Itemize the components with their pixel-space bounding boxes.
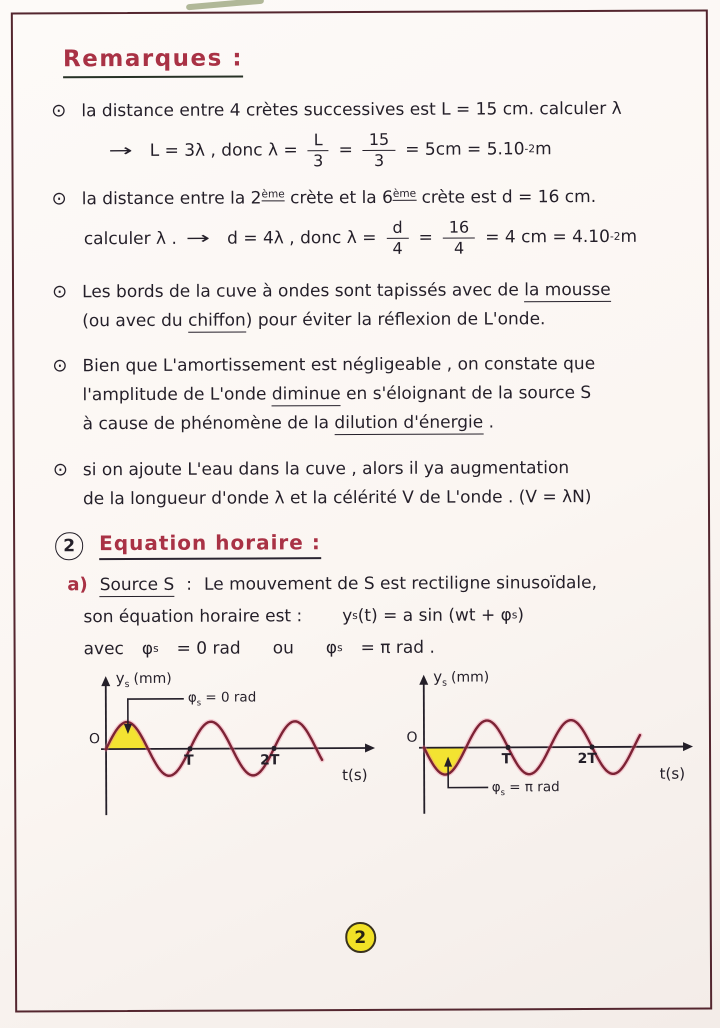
green-pen-mark [186, 0, 264, 10]
bullet-icon: ⊙ [52, 458, 68, 481]
y-axis-label [433, 668, 489, 689]
phase-value: = 0 rad [176, 638, 241, 660]
remark-tank-edges-foam [52, 276, 687, 334]
sine-wave-plot [387, 667, 712, 830]
wave-equation [342, 606, 524, 627]
bullet-icon: ⊙ [51, 100, 67, 122]
graph-phase-zero [70, 668, 372, 831]
equation-line [83, 605, 688, 628]
equation-intro: son équation horaire est : [83, 606, 303, 628]
page-number [345, 922, 376, 953]
x-axis-label: t(s) [659, 764, 686, 784]
arrow-icon: → [108, 141, 133, 162]
annotation-value: = 0 rad [205, 689, 257, 707]
fraction-numerator: 16 [443, 219, 475, 239]
phi-glyph: φ [491, 779, 501, 796]
axis-label-text: y [115, 669, 125, 688]
axis-label-text: y [433, 668, 443, 687]
subscript: s [337, 642, 343, 655]
equation-text: y [342, 606, 353, 627]
remark-line [52, 184, 687, 213]
phase-annotation [188, 690, 257, 708]
equals-sign: = [338, 140, 353, 161]
remark-text: . [483, 412, 495, 433]
phi-glyph: φ [141, 639, 154, 660]
exponent: -2 [609, 231, 621, 244]
remark-add-water [53, 454, 688, 512]
formula-text: d = 4λ , donc λ = [227, 228, 377, 250]
item-text: Le mouvement de S est rectiligne sinusoïdale, [203, 573, 598, 596]
underlined-term: la mousse [524, 279, 611, 300]
remark-text: ) pour éviter la réflexion de L'onde. [245, 308, 546, 331]
underlined-term: diminue [271, 384, 341, 405]
phase-annotation [492, 780, 560, 798]
remark-line [82, 306, 687, 333]
annotation-value: = π rad [509, 779, 560, 796]
remark-distance-2nd-6th-crest [52, 184, 687, 259]
fraction [443, 219, 476, 257]
tick-label-2T: 2T [260, 752, 280, 769]
underlined-term: dilution d'énergie [334, 412, 484, 434]
item-a-heading [67, 572, 688, 598]
remark-line [82, 381, 687, 408]
unit: m [620, 227, 638, 248]
bullet-icon: ⊙ [52, 355, 68, 377]
fraction [386, 219, 408, 257]
result-text: = 4 cm = 4.10 [485, 227, 610, 248]
remark-amplitude-decrease [52, 351, 687, 437]
remark-text: crète est d = 16 cm. [416, 187, 597, 209]
page-title: Remarques : [63, 46, 243, 79]
origin-label: O [88, 731, 101, 748]
fraction-denominator: 3 [313, 150, 324, 170]
section-equation-horaire [55, 529, 688, 561]
arrow-icon: → [185, 229, 211, 250]
axis-unit: (mm) [133, 671, 172, 688]
fraction-numerator: d [386, 219, 408, 239]
remark-text: crète et la 6 [284, 188, 393, 209]
phase-values-line [84, 637, 689, 660]
phi-glyph: φ [325, 638, 338, 659]
tick-label-T: T [184, 753, 194, 770]
item-a-source-s [53, 572, 688, 660]
remark-text: de la longueur d'onde λ et la célérité V de L'onde . (V = λN) [82, 486, 592, 509]
result-text: = 5cm = 5.10 [405, 139, 525, 160]
subscript: s [442, 678, 448, 690]
phase-symbol [142, 639, 159, 659]
remark-line [52, 276, 687, 305]
formula-line [84, 218, 687, 259]
remark-line [83, 410, 688, 437]
tick-label-T: T [501, 751, 512, 768]
remark-line [52, 351, 687, 380]
subscript: s [500, 787, 506, 798]
formula-text: calculer λ . [83, 229, 177, 250]
result-value [485, 227, 637, 248]
underlined-term: chiffon [187, 310, 246, 331]
remark-text: en s'éloignant de la source S [340, 383, 592, 405]
remark-text: la distance entre 4 crètes successives est L = 15 cm. calculer λ [81, 98, 622, 122]
subscript: s [196, 697, 202, 708]
fraction-numerator: 15 [363, 131, 395, 151]
formula-line [109, 130, 686, 171]
equation-text: (t) = a sin (wt + φ [357, 605, 512, 627]
y-axis-label [116, 669, 172, 690]
text: ou [272, 638, 294, 659]
axis-unit: (mm) [450, 669, 490, 687]
subsection-title: Source S [99, 575, 175, 596]
remark-line [83, 484, 688, 511]
page-number-badge: 2 [345, 922, 376, 953]
fraction [308, 131, 329, 169]
equation-text: ) [517, 605, 524, 626]
remark-text: Les bords de la cuve à ondes sont tapissés avec de [82, 279, 525, 302]
remark-text: l'amplitude de L'onde [82, 384, 272, 406]
remark-text: si on ajoute L'eau dans la cuve , alors il ya augmentation [82, 457, 570, 480]
remark-text: à cause de phénomène de la [82, 413, 335, 435]
phase-symbol [326, 638, 343, 658]
graph-phase-pi [387, 667, 689, 830]
section-title: Equation horaire : [99, 531, 321, 561]
colon: : [186, 575, 193, 596]
sine-graphs-row [70, 667, 690, 832]
x-axis-label: t(s) [342, 766, 368, 785]
equals-sign: = [418, 228, 433, 249]
exponent: -2 [524, 143, 536, 156]
origin-label: O [406, 730, 418, 747]
remark-text: (ou avec du [82, 310, 189, 331]
section-number-badge: 2 [55, 532, 83, 560]
bullet-icon: ⊙ [51, 188, 67, 210]
text: avec [83, 639, 124, 660]
page-border-frame [11, 9, 712, 1012]
remark-text: la distance entre la 2 [81, 188, 262, 210]
ordinal-superscript: ème [392, 187, 417, 200]
phase-value: = π rad . [360, 638, 435, 659]
remark-line [53, 454, 688, 483]
formula-text: L = 3λ , donc λ = [149, 140, 298, 162]
remark-line [51, 96, 686, 125]
subscript: s [511, 609, 518, 622]
bullet-icon: ⊙ [51, 280, 68, 302]
result-value [405, 139, 551, 160]
unit: m [535, 139, 552, 160]
fraction [363, 131, 396, 169]
phi-glyph: φ [187, 690, 197, 707]
fraction-numerator: L [308, 131, 329, 151]
item-label: a) [67, 574, 88, 596]
subscript: s [124, 679, 130, 691]
fraction-denominator: 4 [453, 238, 465, 258]
ordinal-superscript: ème [261, 187, 285, 201]
remark-text: Bien que L'amortissement est négligeable , on constate que [82, 354, 596, 377]
subscript: s [153, 643, 159, 656]
remark-distance-4-crests [51, 96, 686, 171]
fraction-denominator: 3 [373, 150, 385, 170]
tick-label-2T: 2T [577, 751, 597, 768]
subscript: s [352, 610, 358, 623]
fraction-denominator: 4 [392, 238, 403, 258]
